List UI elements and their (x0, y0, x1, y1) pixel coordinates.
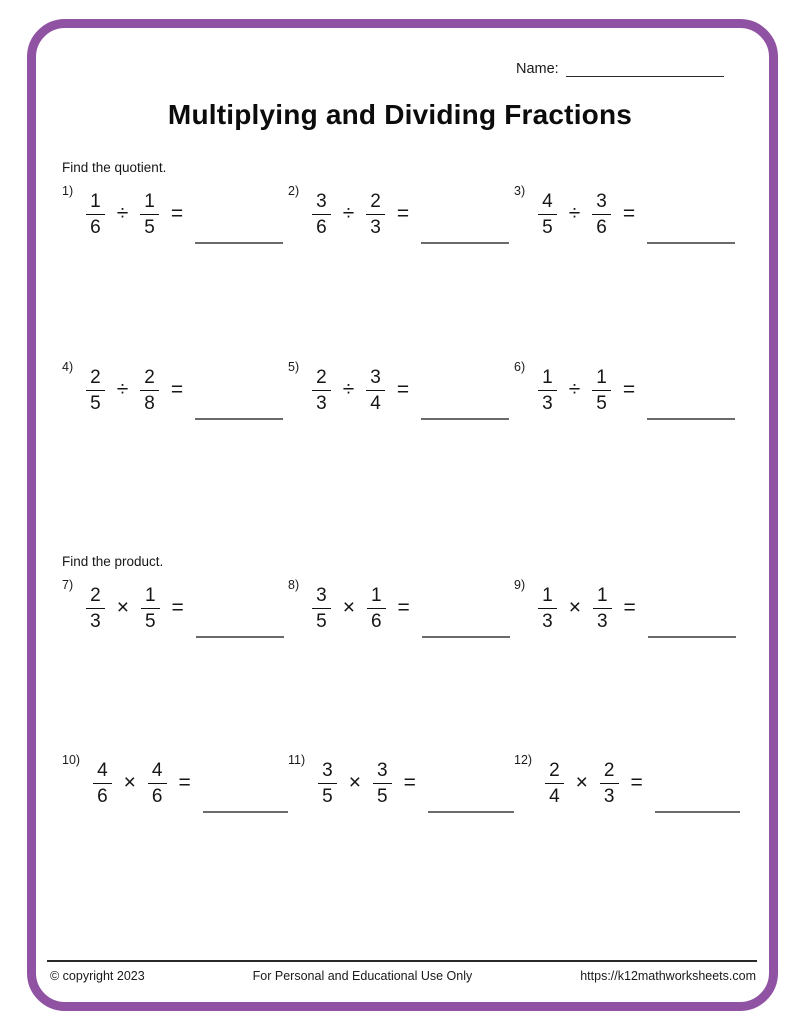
denominator: 6 (596, 216, 607, 238)
denominator: 3 (316, 392, 327, 414)
denominator: 8 (144, 392, 155, 414)
problem-number: 8) (288, 578, 300, 592)
answer-blank[interactable] (648, 628, 736, 638)
problem-row-3 (62, 577, 740, 639)
divide-operator: ÷ (568, 378, 581, 401)
denominator: 3 (542, 610, 553, 632)
answer-blank[interactable] (647, 234, 735, 244)
problem-6 (514, 359, 740, 421)
problem-row-4 (62, 752, 740, 814)
numerator: 2 (600, 761, 619, 784)
divide-operator: ÷ (342, 202, 355, 225)
denominator: 5 (596, 392, 607, 414)
problem-number: 7) (62, 578, 74, 592)
page-title: Multiplying and Dividing Fractions (167, 99, 633, 130)
problem-9 (514, 577, 740, 639)
denominator: 6 (90, 216, 101, 238)
denominator: 3 (542, 392, 553, 414)
answer-blank[interactable] (428, 803, 514, 813)
footer-divider (47, 960, 757, 962)
fraction (600, 761, 619, 806)
numerator: 2 (140, 368, 159, 391)
answer-blank[interactable] (655, 803, 740, 813)
denominator: 5 (376, 785, 388, 807)
fraction (538, 192, 557, 237)
problem-12 (514, 752, 740, 814)
problem-number: 2) (288, 184, 300, 198)
multiply-operator: × (123, 771, 136, 794)
fraction (140, 192, 159, 237)
answer-blank[interactable] (422, 628, 510, 638)
problem-number: 11) (288, 753, 306, 767)
name-field-row (516, 60, 724, 77)
fraction (593, 586, 612, 631)
numerator: 1 (538, 586, 557, 609)
denominator: 5 (144, 216, 155, 238)
fraction (318, 761, 337, 806)
numerator: 1 (592, 368, 611, 391)
divide-operator: ÷ (116, 378, 129, 401)
numerator: 1 (140, 192, 159, 215)
name-blank-line[interactable] (566, 60, 724, 77)
problem-1 (62, 183, 288, 245)
equals-sign: = (396, 378, 410, 401)
equals-sign: = (630, 771, 643, 794)
denominator: 3 (370, 216, 381, 238)
problem-number: 3) (514, 184, 526, 198)
divide-operator: ÷ (568, 202, 581, 225)
denominator: 6 (370, 610, 382, 632)
footer-url[interactable]: https://k12mathworksheets.com (580, 969, 756, 983)
equals-sign: = (622, 378, 636, 401)
problem-number: 10) (62, 753, 81, 767)
numerator: 3 (592, 192, 611, 215)
answer-blank[interactable] (195, 234, 283, 244)
equals-sign: = (170, 378, 184, 401)
problem-10 (62, 752, 288, 814)
fraction (312, 192, 331, 237)
denominator: 3 (603, 785, 615, 807)
equals-sign: = (622, 202, 636, 225)
denominator: 5 (542, 216, 553, 238)
numerator: 3 (312, 192, 331, 215)
fraction (373, 761, 392, 806)
fraction (545, 761, 564, 806)
footer-copyright: © copyright 2023 (50, 969, 145, 983)
answer-blank[interactable] (203, 803, 288, 813)
numerator: 4 (93, 761, 112, 784)
fraction (86, 368, 105, 413)
numerator: 3 (318, 761, 337, 784)
fraction (140, 368, 159, 413)
fraction (93, 761, 112, 806)
fraction (366, 192, 385, 237)
denominator: 3 (90, 610, 101, 632)
denominator: 4 (370, 392, 381, 414)
multiply-operator: × (348, 771, 361, 794)
section-instruction-product: Find the product. (62, 554, 164, 569)
fraction (366, 368, 385, 413)
answer-blank[interactable] (421, 410, 509, 420)
denominator: 4 (549, 785, 560, 807)
problem-5 (288, 359, 514, 421)
multiply-operator: × (342, 596, 355, 619)
numerator: 3 (312, 586, 331, 609)
denominator: 5 (90, 392, 101, 414)
equals-sign: = (170, 202, 184, 225)
problem-number: 5) (288, 360, 300, 374)
fraction (86, 192, 105, 237)
fraction (141, 586, 160, 631)
divide-operator: ÷ (116, 202, 129, 225)
equals-sign: = (178, 771, 191, 794)
fraction (148, 761, 167, 806)
multiply-operator: × (116, 596, 129, 619)
problem-11 (288, 752, 514, 814)
answer-blank[interactable] (421, 234, 509, 244)
fraction (86, 586, 105, 631)
numerator: 2 (366, 192, 385, 215)
numerator: 1 (593, 586, 612, 609)
section-instruction-quotient: Find the quotient. (62, 160, 167, 175)
numerator: 1 (538, 368, 557, 391)
problem-7 (62, 577, 288, 639)
numerator: 3 (373, 761, 392, 784)
problem-number: 6) (514, 360, 526, 374)
problem-number: 1) (62, 184, 74, 198)
fraction (592, 192, 611, 237)
denominator: 6 (97, 785, 108, 807)
equals-sign: = (396, 202, 410, 225)
equals-sign: = (623, 596, 636, 619)
equals-sign: = (403, 771, 416, 794)
numerator: 1 (86, 192, 105, 215)
fraction (538, 368, 557, 413)
fraction (592, 368, 611, 413)
fraction (367, 586, 386, 631)
problem-4 (62, 359, 288, 421)
fraction (312, 368, 331, 413)
numerator: 2 (312, 368, 331, 391)
problem-number: 12) (514, 753, 533, 767)
problem-number: 4) (62, 360, 74, 374)
numerator: 2 (86, 368, 105, 391)
answer-blank[interactable] (196, 628, 284, 638)
denominator: 6 (316, 216, 327, 238)
answer-blank[interactable] (647, 410, 735, 420)
divide-operator: ÷ (342, 378, 355, 401)
denominator: 5 (316, 610, 327, 632)
denominator: 5 (322, 785, 333, 807)
problem-8 (288, 577, 514, 639)
numerator: 4 (148, 761, 167, 784)
multiply-operator: × (575, 771, 588, 794)
problem-row-2 (62, 359, 740, 421)
numerator: 1 (367, 586, 386, 609)
equals-sign: = (171, 596, 184, 619)
denominator: 5 (144, 610, 156, 632)
answer-blank[interactable] (195, 410, 283, 420)
name-label: Name: (516, 61, 559, 77)
problem-3 (514, 183, 740, 245)
numerator: 4 (538, 192, 557, 215)
numerator: 1 (141, 586, 160, 609)
multiply-operator: × (568, 596, 581, 619)
numerator: 3 (366, 368, 385, 391)
denominator: 3 (596, 610, 608, 632)
numerator: 2 (86, 586, 105, 609)
problem-row-1 (62, 183, 740, 245)
numerator: 2 (545, 761, 564, 784)
equals-sign: = (397, 596, 410, 619)
fraction (312, 586, 331, 631)
footer (50, 969, 756, 983)
problem-number: 9) (514, 578, 526, 592)
footer-usage-note: For Personal and Educational Use Only (252, 969, 473, 983)
denominator: 6 (151, 785, 163, 807)
fraction (538, 586, 557, 631)
problem-2 (288, 183, 514, 245)
